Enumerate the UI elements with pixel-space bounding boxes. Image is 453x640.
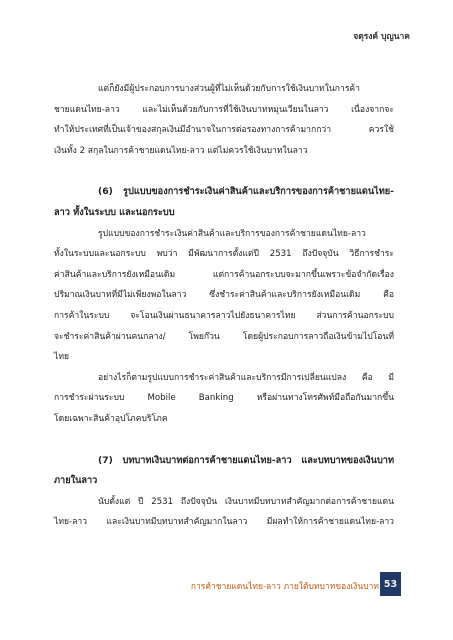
paragraph-line: ปริมาณเงินบาทที่มีไม่เพียงพอในลาว ซึ่งชำระค่าสินค้าและบริการยังเหมือนเดิม คือ bbox=[54, 290, 394, 301]
section-heading-6-cont: ลาว ทั้งในระบบ และนอกระบบ bbox=[54, 206, 175, 218]
paragraph-line: จะชำระค่าสินค้าผ่านคนกลาง/ โพยก๊วน โดยผู้ประกอบการลาวถือเงินข้ามไปโอนที่ bbox=[54, 331, 394, 342]
paragraph-line: ค่าสินค้าและบริการยังเหมือนเดิม แต่การค้านอกระบบจะมากขึ้นเพราะข้อจำกัดเรื่อง bbox=[54, 269, 394, 280]
body-text bbox=[54, 79, 394, 533]
author-header: จตุรงค์ บุญนาค bbox=[353, 32, 410, 42]
paragraph-line: แต่ก็ยังมีผู้ประกอบการบางส่วนผู้ที่ไม่เห็นด้วยกับการใช้เงินบาทในการค้า bbox=[98, 84, 361, 94]
paragraph-line: โดยเฉพาะสินค้าอุปโภคบริโภค bbox=[54, 413, 168, 424]
paragraph-line: อย่างไรก็ตามรูปแบบการชำระค่าสินค้าและบริการมีการเปลี่ยนแปลง คือ มี bbox=[98, 372, 394, 383]
paragraph-line: ไทย-ลาว และเงินบาทมีบทบาทสำคัญมากในลาว มีผลทำให้การค้าชายแดนไทย-ลาว bbox=[54, 517, 394, 528]
section-heading-7-cont: ภายในลาว bbox=[54, 475, 98, 487]
paragraph-line: นับตั้งแต่ ปี 2531 ถึงปัจจุบัน เงินบาทมีบทบาทสำคัญมากต่อการค้าชายแดน bbox=[98, 496, 394, 507]
paragraph-line: ทั้งในระบบและนอกระบบ พบว่า มีพัฒนาการตั้งแต่ปี 2531 ถึงปัจจุบัน วิธีการชำระ bbox=[54, 249, 394, 260]
paragraph-line: ทำให้ประเทศที่เป็นเจ้าของสกุลเงินมีอำนาจในการต่อรองทางการค้ามากกว่า ควรใช้ bbox=[54, 125, 394, 136]
paragraph-line: การชำระผ่านระบบ Mobile Banking หรือผ่านทางโทรศัพท์มือถือกันมากขึ้น bbox=[54, 393, 394, 404]
footer-caption: การค้าชายแดนไทย-ลาว ภายใต้บทบาทของเงินบาท bbox=[190, 582, 379, 592]
paragraph-line: การค้าในระบบ จะโอนเงินผ่านธนาคารลาวไปยังธนาคารไทย ส่วนการค้านอกระบบ bbox=[54, 310, 394, 321]
paragraph-line: รูปแบบของการชำระเงินค่าสินค้าและบริการของการค้าชายแดนไทย-ลาว bbox=[98, 228, 366, 239]
section-heading-6: (6) รูปแบบของการชำระเงินค่าสินค้าและบริการของการค้าชายแดนไทย- bbox=[98, 186, 394, 198]
paragraph-line: ไทย bbox=[54, 352, 70, 363]
page-footer bbox=[0, 568, 453, 602]
paragraph-line: เงินทั้ง 2 สกุลในการค้าชายแดนไทย-ลาว แต่ไม่ควรใช้เงินบาทในลาว bbox=[54, 145, 308, 156]
paragraph-line: ชายแดนไทย-ลาว และไม่เห็นด้วยกับการที่ใช้เงินบาทหมุนเวียนในลาว เนื่องจากจะ bbox=[54, 104, 394, 115]
page-number-badge: 53 bbox=[380, 572, 401, 596]
section-heading-7: (7) บทบาทเงินบาทต่อการค้าชายแดนไทย-ลาว และบทบาทของเงินบาท bbox=[98, 454, 394, 466]
